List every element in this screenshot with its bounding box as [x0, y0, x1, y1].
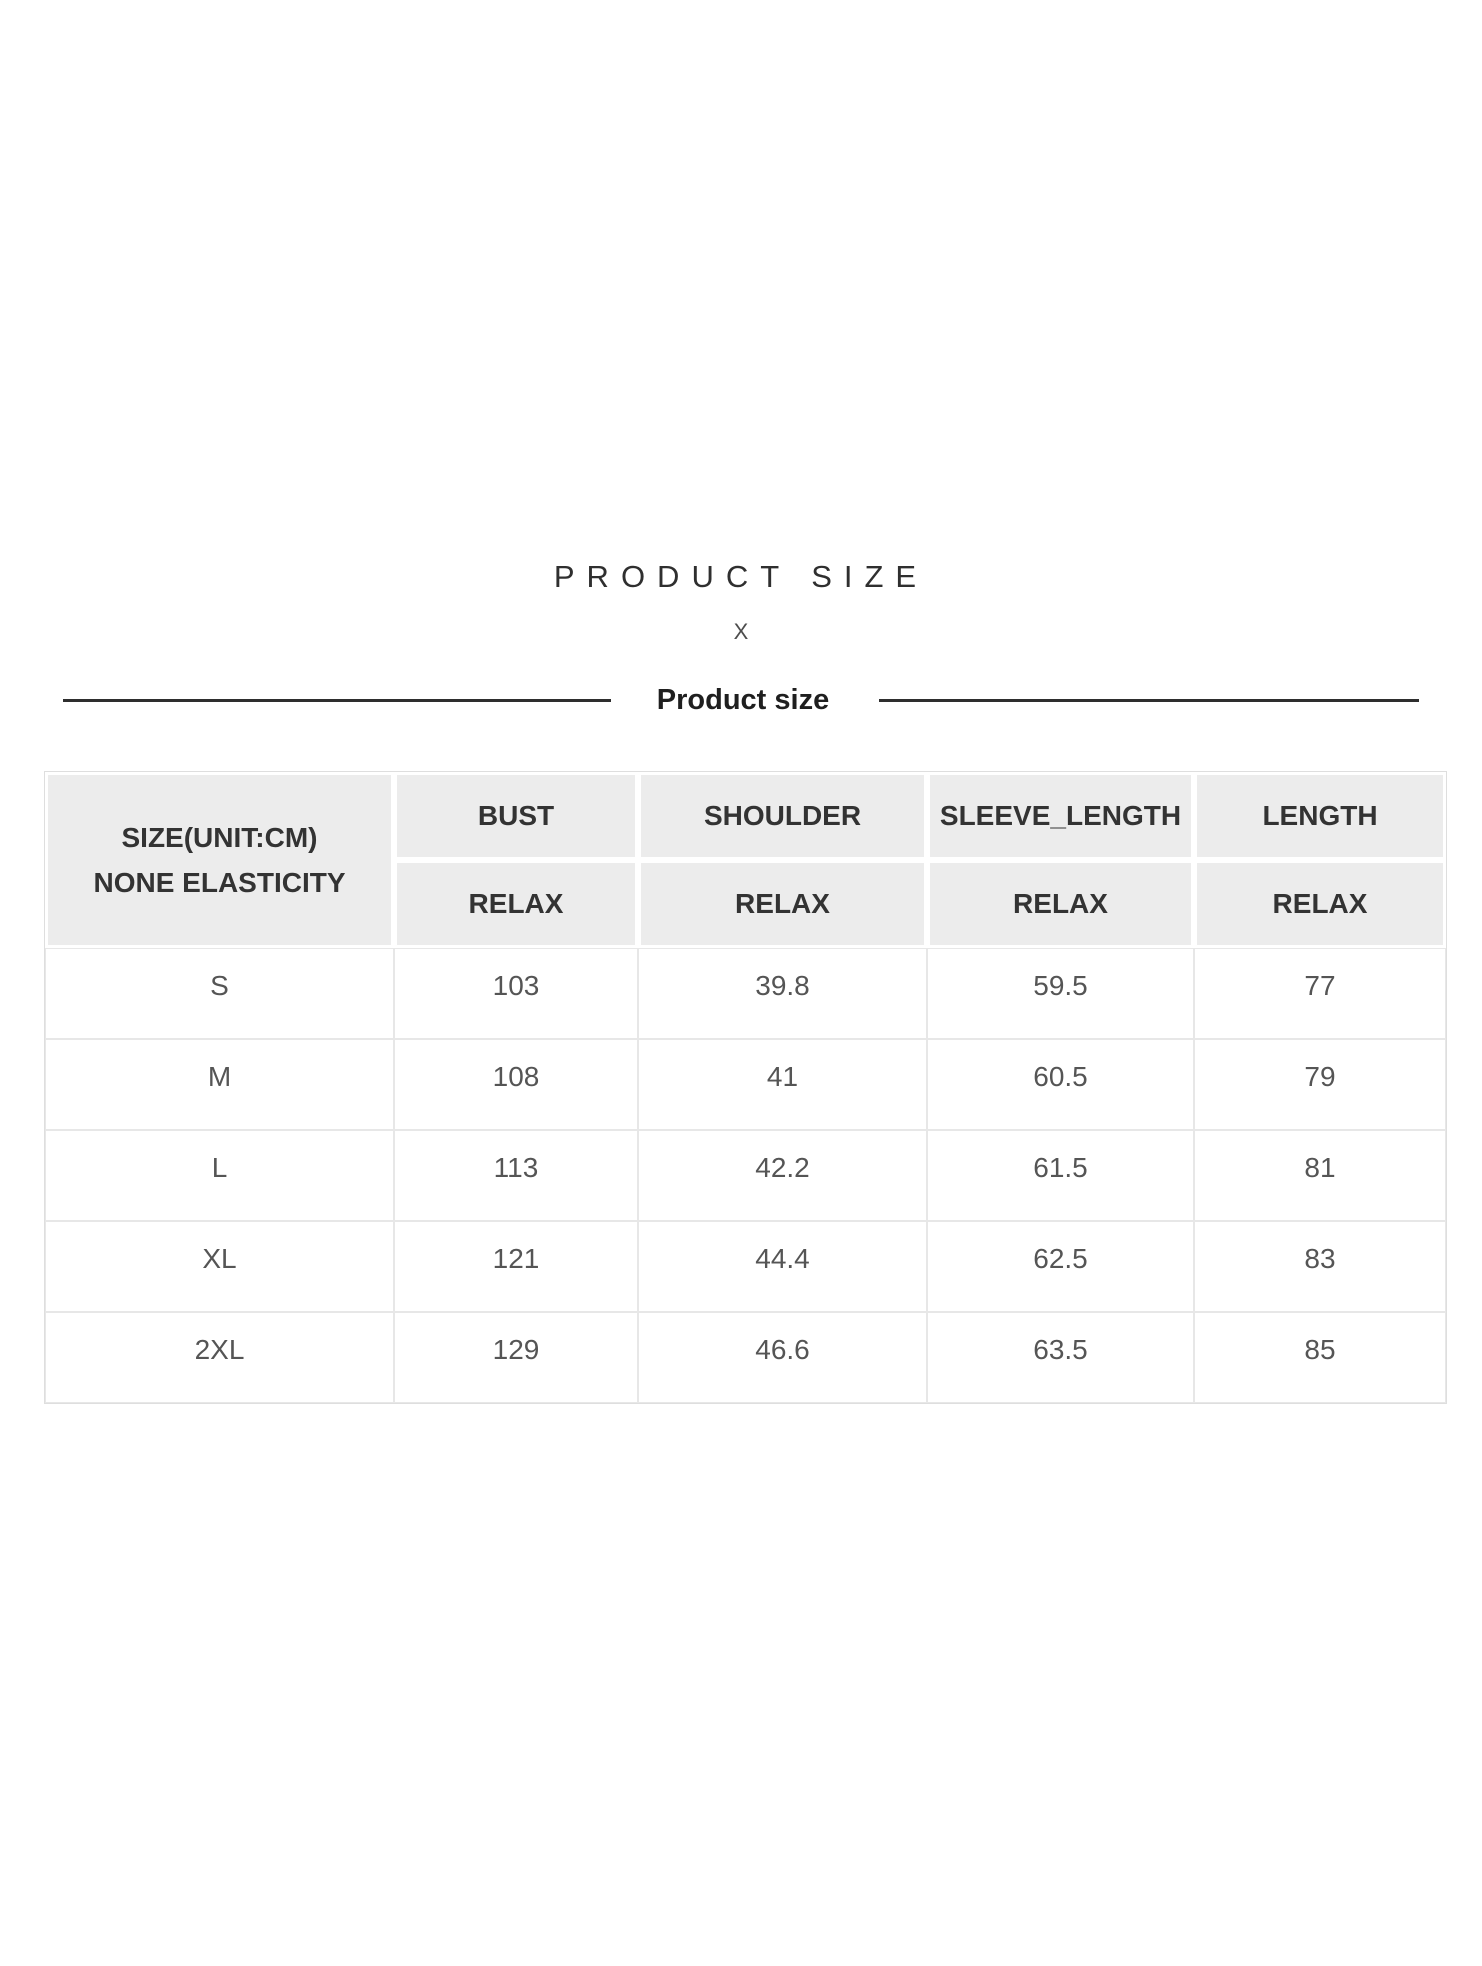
size-table — [45, 772, 1446, 1403]
divider-line-right — [879, 699, 1419, 702]
size-table-body — [45, 948, 1446, 1403]
header-row-measure — [45, 772, 1446, 860]
x-separator: X — [733, 619, 749, 644]
header-cell-shoulder: SHOULDER — [638, 772, 927, 860]
length-value-cell: 77 — [1194, 948, 1446, 1039]
bust-value-cell: 103 — [394, 948, 638, 1039]
table-row-2xl — [45, 1312, 1446, 1403]
bust-value-cell: 121 — [394, 1221, 638, 1312]
subheader-cell-sleeve-length-relax: RELAX — [927, 860, 1194, 948]
size-cell: S — [45, 948, 394, 1039]
size-cell: M — [45, 1039, 394, 1130]
sleeve-length-value-cell: 63.5 — [927, 1312, 1194, 1403]
table-row-xl — [45, 1221, 1446, 1312]
section-label: Product size — [656, 683, 830, 716]
length-value-cell: 81 — [1194, 1130, 1446, 1221]
header-cell-bust: BUST — [394, 772, 638, 860]
shoulder-value-cell: 41 — [638, 1039, 927, 1130]
header-cell-length: LENGTH — [1194, 772, 1446, 860]
page-title: PRODUCT SIZE — [553, 559, 929, 594]
length-value-cell: 85 — [1194, 1312, 1446, 1403]
shoulder-value-cell: 44.4 — [638, 1221, 927, 1312]
length-value-cell: 79 — [1194, 1039, 1446, 1130]
table-row-m — [45, 1039, 1446, 1130]
shoulder-value-cell: 39.8 — [638, 948, 927, 1039]
corner-header-cell — [45, 772, 394, 948]
size-table-container — [44, 771, 1447, 1404]
corner-header-line2: NONE ELASTICITY — [93, 867, 346, 898]
size-cell: XL — [45, 1221, 394, 1312]
table-row-l — [45, 1130, 1446, 1221]
sleeve-length-value-cell: 59.5 — [927, 948, 1194, 1039]
divider-line-left — [63, 699, 611, 702]
section-divider — [0, 678, 1482, 722]
header-cell-sleeve-length: SLEEVE_LENGTH — [927, 772, 1194, 860]
corner-header-line1: SIZE(UNIT:CM) — [121, 822, 318, 853]
sleeve-length-value-cell: 62.5 — [927, 1221, 1194, 1312]
length-value-cell: 83 — [1194, 1221, 1446, 1312]
bust-value-cell: 108 — [394, 1039, 638, 1130]
shoulder-value-cell: 46.6 — [638, 1312, 927, 1403]
size-cell: L — [45, 1130, 394, 1221]
bust-value-cell: 129 — [394, 1312, 638, 1403]
shoulder-value-cell: 42.2 — [638, 1130, 927, 1221]
sleeve-length-value-cell: 61.5 — [927, 1130, 1194, 1221]
subheader-cell-shoulder-relax: RELAX — [638, 860, 927, 948]
bust-value-cell: 113 — [394, 1130, 638, 1221]
table-row-s — [45, 948, 1446, 1039]
size-table-header — [45, 772, 1446, 948]
size-cell: 2XL — [45, 1312, 394, 1403]
sleeve-length-value-cell: 60.5 — [927, 1039, 1194, 1130]
subheader-cell-bust-relax: RELAX — [394, 860, 638, 948]
subheader-cell-length-relax: RELAX — [1194, 860, 1446, 948]
